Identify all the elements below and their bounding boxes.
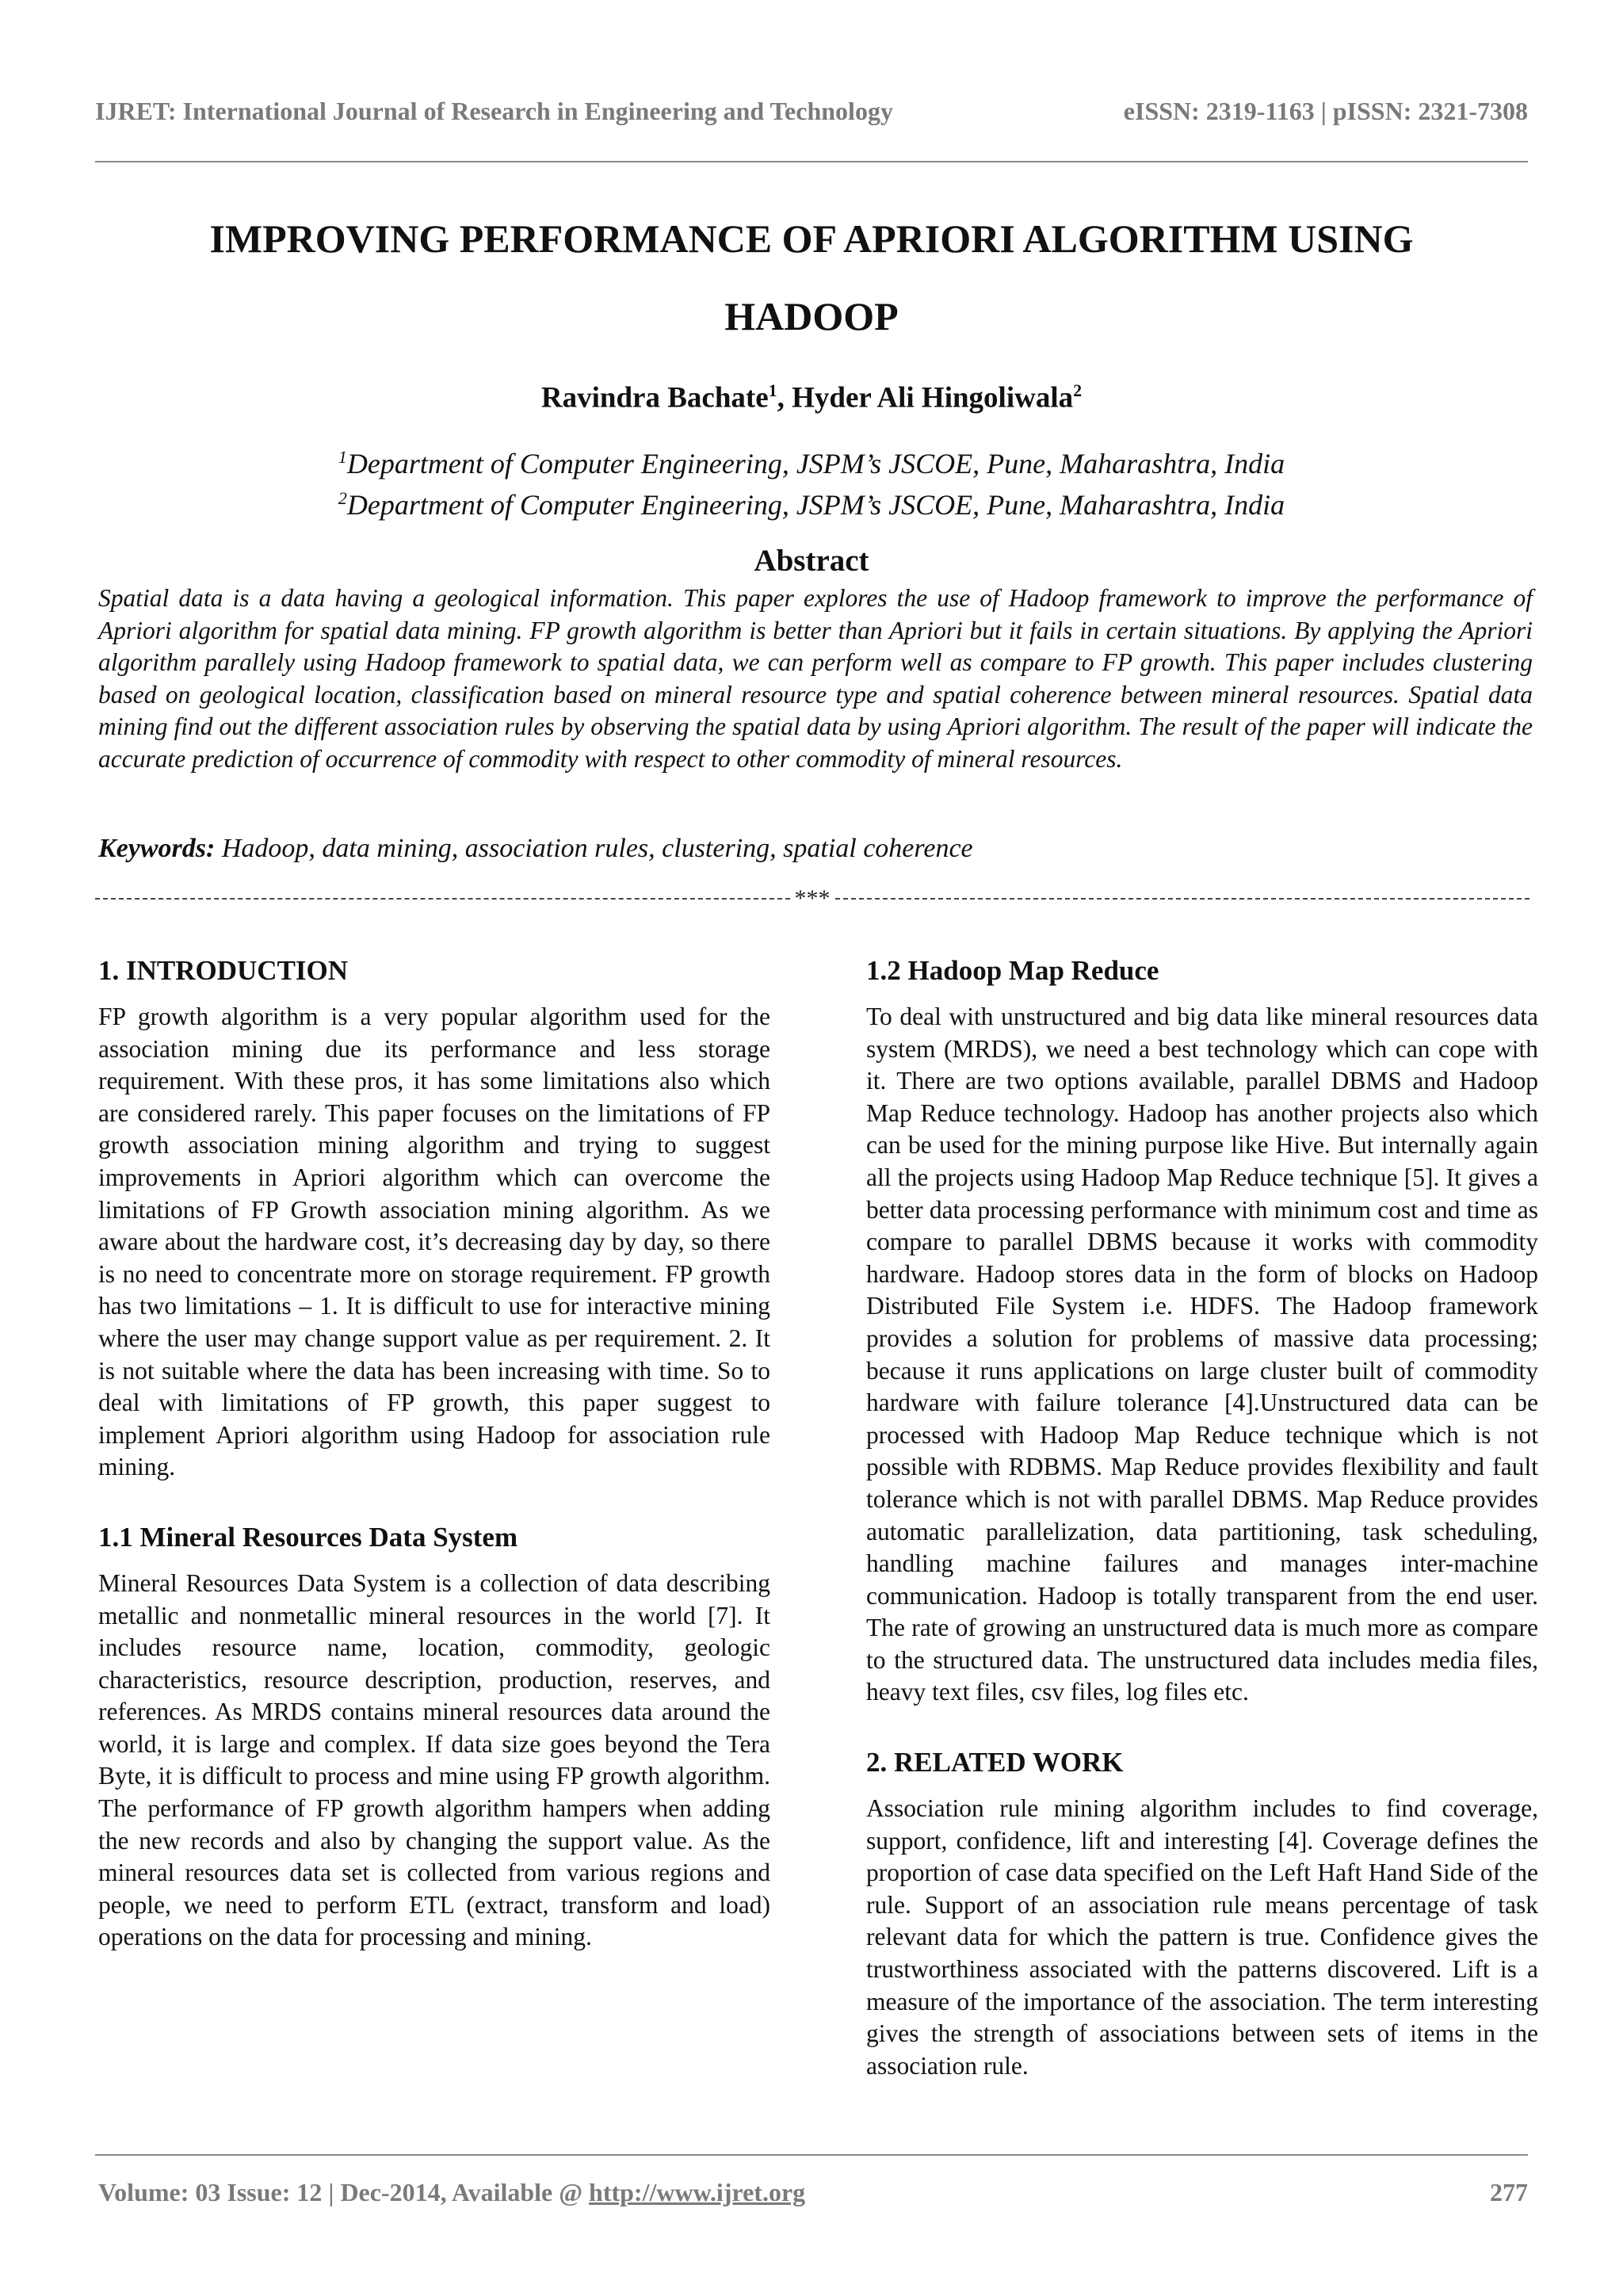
running-header [95, 97, 1528, 126]
left-column [98, 953, 770, 1954]
abstract-body: Spatial data is a data having a geological information. This paper explores the use of Hadoop framework to improve the performance of Apriori algorithm for spatial data mining. FP growth algorithm is better than Apriori but it fails in certain situations. By applying the Apriori algorithm parallely using Hadoop framework to spatial data, we can perform well as compare to FP growth. This paper includes clustering based on geological location, classification based on mineral resource type and spatial coherence between mineral resources. Spatial data mining find out the different association rules by observing the spatial data by using Apriori algorithm. The result of the paper will indicate the accurate prediction of occurrence of commodity with respect to other commodity of mineral resources. [98, 584, 1533, 773]
journal-name: IJRET: International Journal of Research in Engineering and Technology [95, 97, 893, 125]
footer-divider [95, 2154, 1528, 2156]
author-affil-mark: 2 [1073, 380, 1083, 400]
journal-link[interactable]: http://www.ijret.org [589, 2178, 806, 2206]
footer-volume [98, 2178, 805, 2207]
author-name: Hyder Ali Hingoliwala [792, 381, 1074, 415]
section-gap [98, 1484, 770, 1520]
section-heading: 1.1 Mineral Resources Data System [98, 1521, 518, 1553]
section-heading: 1. INTRODUCTION [98, 955, 349, 986]
keywords-text: Hadoop, data mining, association rules, clustering, spatial coherence [221, 834, 973, 863]
keywords-label: Keywords: [98, 834, 216, 863]
author-separator: , [777, 381, 792, 415]
affiliation-text: Department of Computer Engineering, JSPM’s JSCOE, Pune, Maharashtra, India [346, 489, 1285, 521]
section-body: FP growth algorithm is a very popular algorithm used for the association mining due its performance and less storage requirement. With these pros, it has some limitations also which are considered rarely. This paper focuses on the limitations of FP growth association mining algorithm and trying to suggest improvements in Apriori algorithm which can overcome the limitations of FP Growth association mining algorithm. As we aware about the hardware cost, it’s decreasing day by day, so there is no need to concentrate more on storage requirement. FP growth has two limitations – 1. It is difficult to use for interactive mining where the user may change support value as per requirement. 2. It is not suitable where the data has been increasing with time. So to deal with limitations of FP growth, this paper suggest to implement Apriori algorithm using Hadoop for association rule mining. [98, 1003, 770, 1481]
abstract-heading: Abstract [754, 544, 869, 578]
section-separator [95, 885, 1529, 912]
paper-title: IMPROVING PERFORMANCE OF APRIORI ALGORITHM USING HADOOP [209, 216, 1414, 338]
affiliations [95, 440, 1528, 522]
issn: eISSN: 2319-1163 | pISSN: 2321-7308 [1123, 97, 1528, 125]
running-footer [98, 2178, 1528, 2207]
section-body: To deal with unstructured and big data like mineral resources data system (MRDS), we need a best technology which can cope with it. There are two options available, parallel DBMS and Hadoop Map Reduce technology. Hadoop has another projects also which can be used for the mining purpose like Hive. But internally again all the projects using Hadoop Map Reduce technique [5]. It gives a better data processing performance with minimum cost and time as compare to parallel DBMS because it works with commodity hardware. Hadoop stores data in the form of blocks on Hadoop Distributed File System i.e. HDFS. The Hadoop framework provides a solution for problems of massive data processing; because it runs applications on large cluster built of commodity hardware with failure tolerance [4].Unstructured data can be processed with Hadoop Map Reduce technique which is not possible with RDBMS. Map Reduce provides flexibility and fault tolerance which is not with parallel DBMS. Map Reduce provides automatic parallelization, data partitioning, task scheduling, handling machine failures and manages inter-machine communication. Hadoop is totally transparent from the end user. The rate of growing an unstructured data is much more as compare to the structured data. The unstructured data includes media files, heavy text files, csv files, log files etc. [866, 1003, 1538, 1706]
keywords [98, 834, 1533, 864]
section-heading: 1.2 Hadoop Map Reduce [866, 955, 1159, 986]
header-divider [95, 161, 1528, 162]
right-column [866, 953, 1538, 2082]
authors [95, 380, 1528, 415]
affiliation-mark: 1 [338, 447, 347, 467]
affiliation-text: Department of Computer Engineering, JSPM’s JSCOE, Pune, Maharashtra, India [346, 448, 1285, 479]
section-gap [866, 1709, 1538, 1745]
separator-dash-right [835, 898, 1530, 900]
author-affil-mark: 1 [768, 380, 777, 400]
affiliation-line [95, 481, 1528, 522]
volume-text: Volume: 03 Issue: 12 | Dec-2014, Available @ [98, 2178, 590, 2206]
affiliation-mark: 2 [338, 488, 347, 508]
section-heading: 2. RELATED WORK [866, 1747, 1124, 1778]
separator-dash-left [95, 898, 790, 900]
page-number: 277 [1490, 2178, 1528, 2206]
section-body: Association rule mining algorithm includes to find coverage, support, confidence, lift and interesting [4]. Coverage defines the proportion of case data specified on the Left Haft Hand Side of the rule. Support of an association rule means percentage of task relevant data for which the pattern is true. Confidence gives the trustworthiness associated with the patterns discovered. Lift is a measure of the importance of the association. The term interesting gives the strength of associations between sets of items in the association rule. [866, 1794, 1538, 2080]
author-name: Ravindra Bachate [540, 381, 769, 415]
section-body: Mineral Resources Data System is a collection of data describing metallic and nonmetallic mineral resources in the world [7]. It includes resource name, location, commodity, geologic characteristics, resource description, production, reserves, and references. As MRDS contains mineral resources data around the world, it is large and complex. If data size goes beyond the Tera Byte, it is difficult to process and mine using FP growth algorithm. The performance of FP growth algorithm hampers when adding the new records and also by changing the support value. As the mineral resources data set is collected from various regions and people, we need to perform ETL (extract, transform and load) operations on the data for processing and mining. [98, 1568, 770, 1951]
separator-mark: *** [794, 885, 831, 911]
affiliation-line [95, 440, 1528, 481]
